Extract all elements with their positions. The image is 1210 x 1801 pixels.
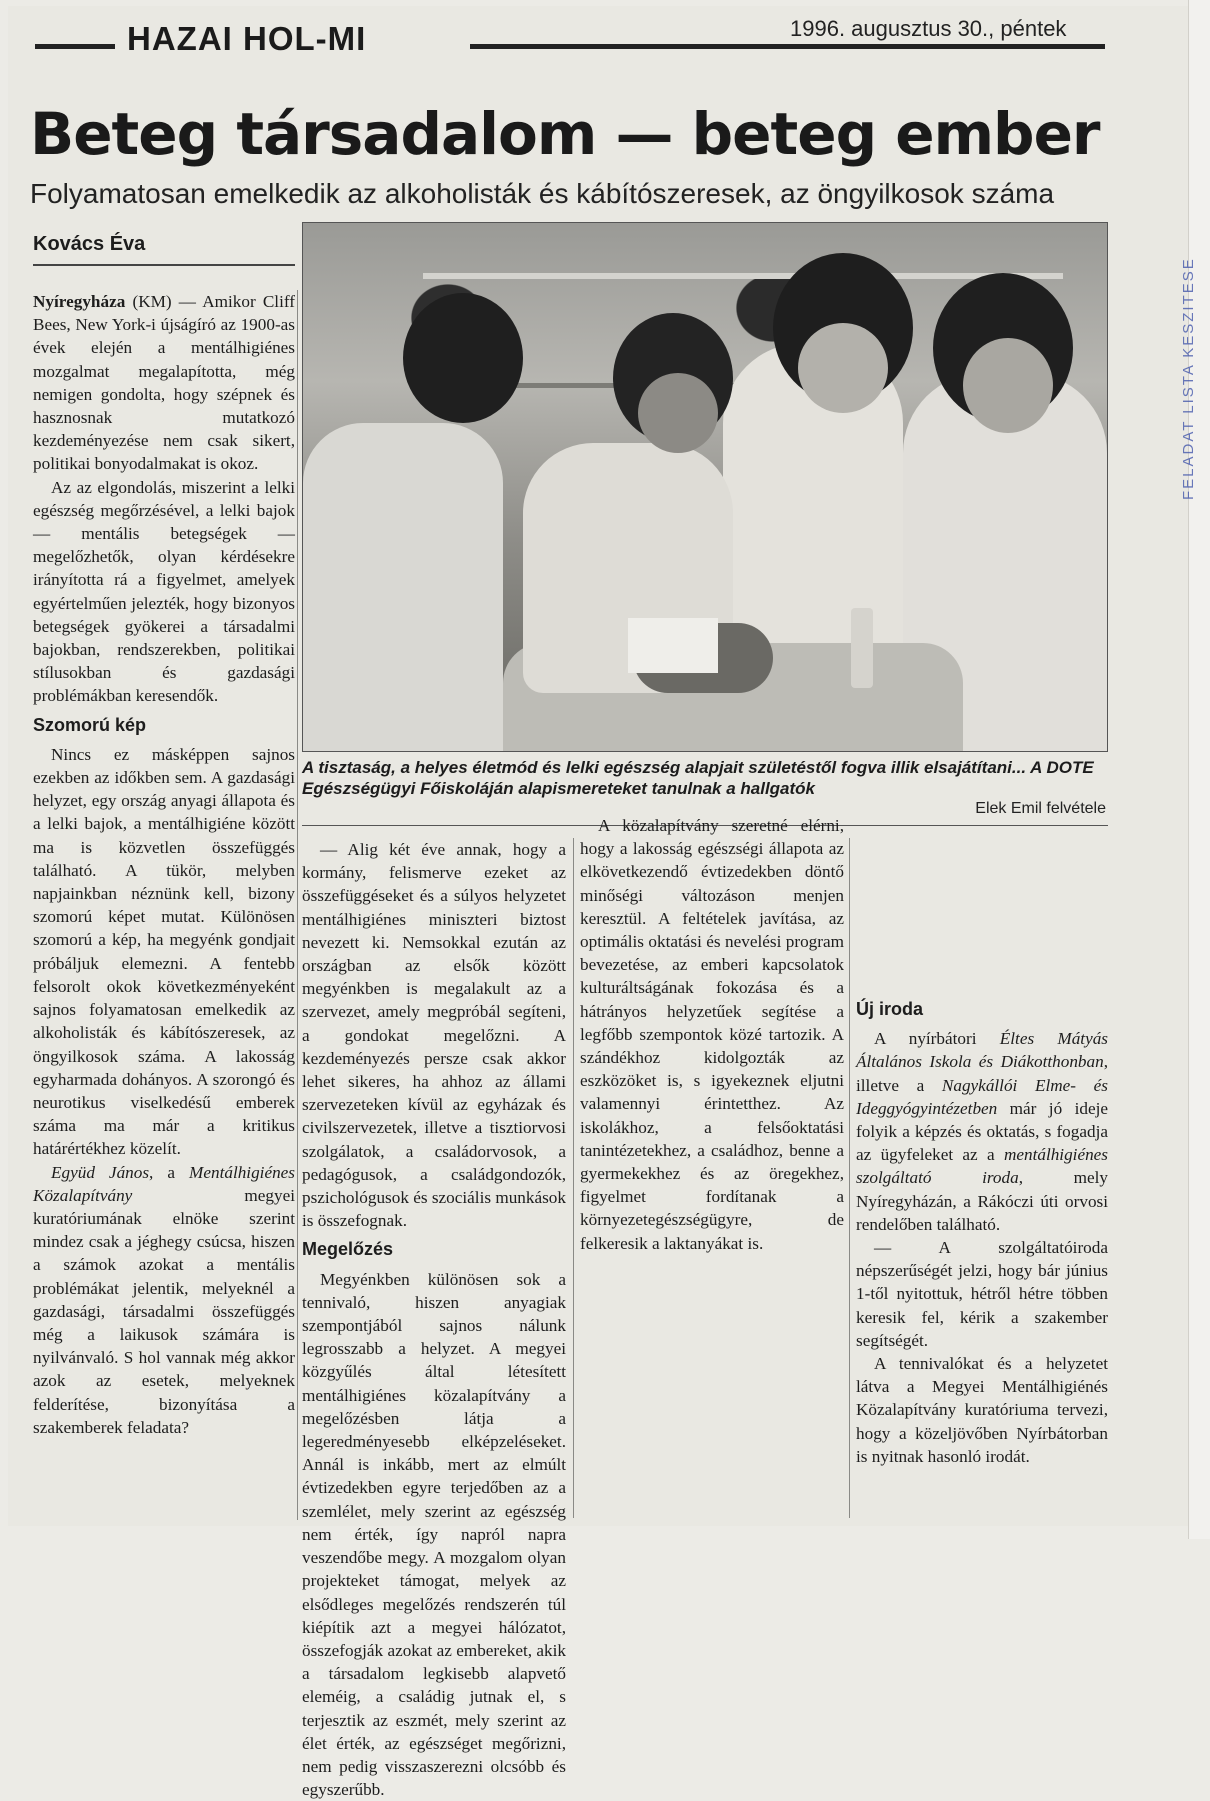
text-fragment: , a — [149, 1162, 190, 1182]
byline: Kovács Éva — [33, 233, 146, 255]
paragraph: Megyénkben különösen sok a tennivaló, hiszen anyagiak szempontjából sajnos nálunk legrosszabb a helyzet. A megyei közgyűlés által létesített mentálhigiénes közalapítvány a megelőzésben látja a legeredményesebb elképzeléseket. Annál is inkább, mert az elmúlt évtizedekben egyre terjedőben az a szemlélet, mely szerint az egészség nem érték, így napról napra veszendőbe megy. A mozgalom olyan projekteket támogat, melyek az elsődleges megelőzés rendszerén túl kiépítik azt a megyei hálózatot, összefogják azokat az embereket, akik a társadalom legkisebb alapvető eleméig, a családig jutnak el, s terjesztik az eszmét, mely szerint az élet érték, az egészséget megőrizni, nem pedig visszaszerezni olcsóbb és egyszerűbb. — [302, 1269, 566, 1800]
issue-date: 1996. augusztus 30., péntek — [790, 16, 1067, 41]
school-name: Éltes Mátyás Általános Iskola és Diákotthonban — [856, 1029, 1108, 1072]
article-column-1 — [33, 290, 295, 1439]
photo-towel — [628, 618, 718, 673]
photo-credit: Elek Emil felvétele — [975, 800, 1106, 817]
organization-name: Mentálhigiénes Közalapítvány — [33, 1162, 295, 1205]
text-fragment: , mely Nyíregyházán, a Rákóczi úti orvosi rendelőben található. — [856, 1168, 1108, 1234]
text-fragment: már jó ideje folyik a képzés és oktatás, s fogadja az ügyfeleket az a — [856, 1098, 1108, 1165]
column-divider — [573, 838, 574, 1518]
text-fragment: megyei kuratóriumának elnöke szerint mindez csak a jéghegy csúcsa, hiszen a számok azokat a mentális problémákat jelentik, melyeknél a gazdasági, társadalmi összefüggés még a laikusok számára is nyilvánvaló. S hol vannak még akkor azok az esetek, melyeknek felderítése, bizonyítása a szakemberek feladata? — [33, 1185, 295, 1437]
paragraph: A tennivalókat és a helyzetet látva a Megyei Mentálhigiénés Közalapítvány kuratóriuma tervezi, hogy a közeljövőben Nyírbátorban is nyitnak hasonló irodát. — [856, 1354, 1108, 1466]
photo-face — [798, 323, 888, 413]
office-name: mentálhigiénes szolgáltató iroda — [856, 1145, 1108, 1188]
intro-text: (KM) — Amikor Cliff Bees, New York-i újságíró az 1900-as évek elején a mentálhigiénes mozgalmat megalapította, még nemigen gondolta, hogy szépnek és hasznosnak mutatkozó kezdeményezése nem csak sikert, politikai bonyodalmakat is okoz. — [33, 292, 295, 474]
header-rule-right — [470, 44, 1105, 49]
byline-rule — [33, 264, 295, 266]
photo-bottle — [851, 608, 873, 688]
article-photo — [302, 222, 1108, 752]
paragraph: Az az elgondolás, miszerint a lelki egészség megőrzésével, a lelki bajok — mentális betegségek — megelőzhetők, olyan kérdésekre irányította rá a figyelmet, amelyek egyértelműen jelezték, hogy bizonyos betegségek gyökerei a társadalmi bajokban, rendszerekben, politikai stílusokban és gazdasági problémákban keresendők. — [33, 477, 295, 706]
paragraph: A közalapítvány szeretné elérni, hogy a lakosság egészségi állapota az elkövetkezendő évtizedekben döntő minőségi változáson menjen keresztül. A feltételek javítása, az optimális oktatási és nevelési program bevezetése, az emberi kapcsolatok kulturáltságának fokozása és a hátrányos helyzetűek segítése a legfőbb szempontok közé tartozik. A szándékhoz kidolgozták az eszközöket is, s igyekeznek eljutni valamennyi érintetthez. Az iskolákhoz, a felsőoktatási tanintézetekhez, a családhoz, benne a gyermekekhez és az öregekhez, figyelmet fordítanak a környezetegészségügyre, de felkeresik a laktanyákat is. — [580, 816, 844, 1253]
paragraph: — Alig két éve annak, hogy a kormány, felismerve ezeket az összefüggéseket és a súlyos helyzetet mentálhigiénes miniszteri biztost nevezett ki. Nemsokkal ezután az országban az elsők között megyénkben is megalakult az a szervezet, amely megpróbál segíteni, a gondokat megelőzni. A kezdeményezés persze csak akkor lehet sikeres, ha ahhoz az állami szervezeteken kívül az egyházak és civilszervezetek, illetve a tisztiorvosi szolgálatok, a családorvosok, a pedagógusok, a családgondozók, pszichológusok és szociális munkások is összefognak. — [302, 840, 566, 1231]
person-name: Együd János — [51, 1162, 150, 1182]
paragraph: Nincs ez másképpen sajnos ezekben az időkben sem. A gazdasági helyzet, egy ország anyagi állapota és a lelki bajok, a mentálhigiéne között ma is közvetlen összefüggés található. A tükör, melyben napjainkban néznünk kell, bizony szomorú képet mutat. Különösen szomorú a kép, ha megyénk gondjait próbáljuk elemezni. A fentebb felsorolt okok következményeként sajnos folyamatosan emelkedik az alkoholisták és kábítószeresek, az öngyilkosok száma. A lakosság egyharmada dohányos. A szorongó és neurotikus viselkedésű emberek száma ma már a kritikus határértékhez közelít. — [33, 744, 295, 1159]
paragraph — [856, 1027, 1108, 1236]
paragraph — [33, 1161, 295, 1439]
article-column-2 — [302, 838, 566, 1800]
subheading-megelozes: Megelőzés — [302, 1239, 394, 1260]
text-fragment: , illetve a — [856, 1052, 1108, 1095]
photo-student — [303, 423, 503, 751]
photo-face — [963, 338, 1053, 433]
photo-caption: A tisztaság, a helyes életmód és lelki egészség alapjait születéstől fogva illik elsajátítani... A DOTE Egészségügyi Főiskoláján alapismereteket tanulnak a hallgatók — [302, 758, 1094, 798]
header-rule-left — [35, 44, 115, 49]
article-column-3 — [580, 814, 844, 1504]
section-title: HAZAI HOL-MI — [127, 20, 367, 57]
subheadline: Folyamatosan emelkedik az alkoholisták és kábítószeresek, az öngyilkosok száma — [30, 178, 1055, 209]
column-divider — [849, 838, 850, 1518]
text-fragment: A nyírbátori — [874, 1029, 1000, 1049]
photo-shelf — [423, 273, 1063, 279]
paragraph: — A szolgáltatóiroda népszerűségét jelzi, hogy bár június 1-től nyitottuk, hétről hétre többen keresik fel, kérik a szakember segítségét. — [856, 1238, 1108, 1350]
institute-name: Nagykállói Elme- és Ideggyógyintézetben — [856, 1075, 1108, 1118]
column-divider — [297, 290, 298, 1520]
handwritten-note: FELADAT LISTA KESZITESE — [1180, 257, 1197, 500]
photo-head — [403, 293, 523, 423]
subheading-uj-iroda: Új iroda — [856, 999, 924, 1019]
photo-face — [638, 373, 718, 453]
subheading-szomoru-kep: Szomorú kép — [33, 714, 147, 735]
article-intro — [33, 290, 295, 476]
article-column-4 — [856, 838, 1108, 1468]
dateline: Nyíregyháza — [33, 292, 126, 311]
headline: Beteg társadalom — beteg ember — [30, 100, 1100, 168]
